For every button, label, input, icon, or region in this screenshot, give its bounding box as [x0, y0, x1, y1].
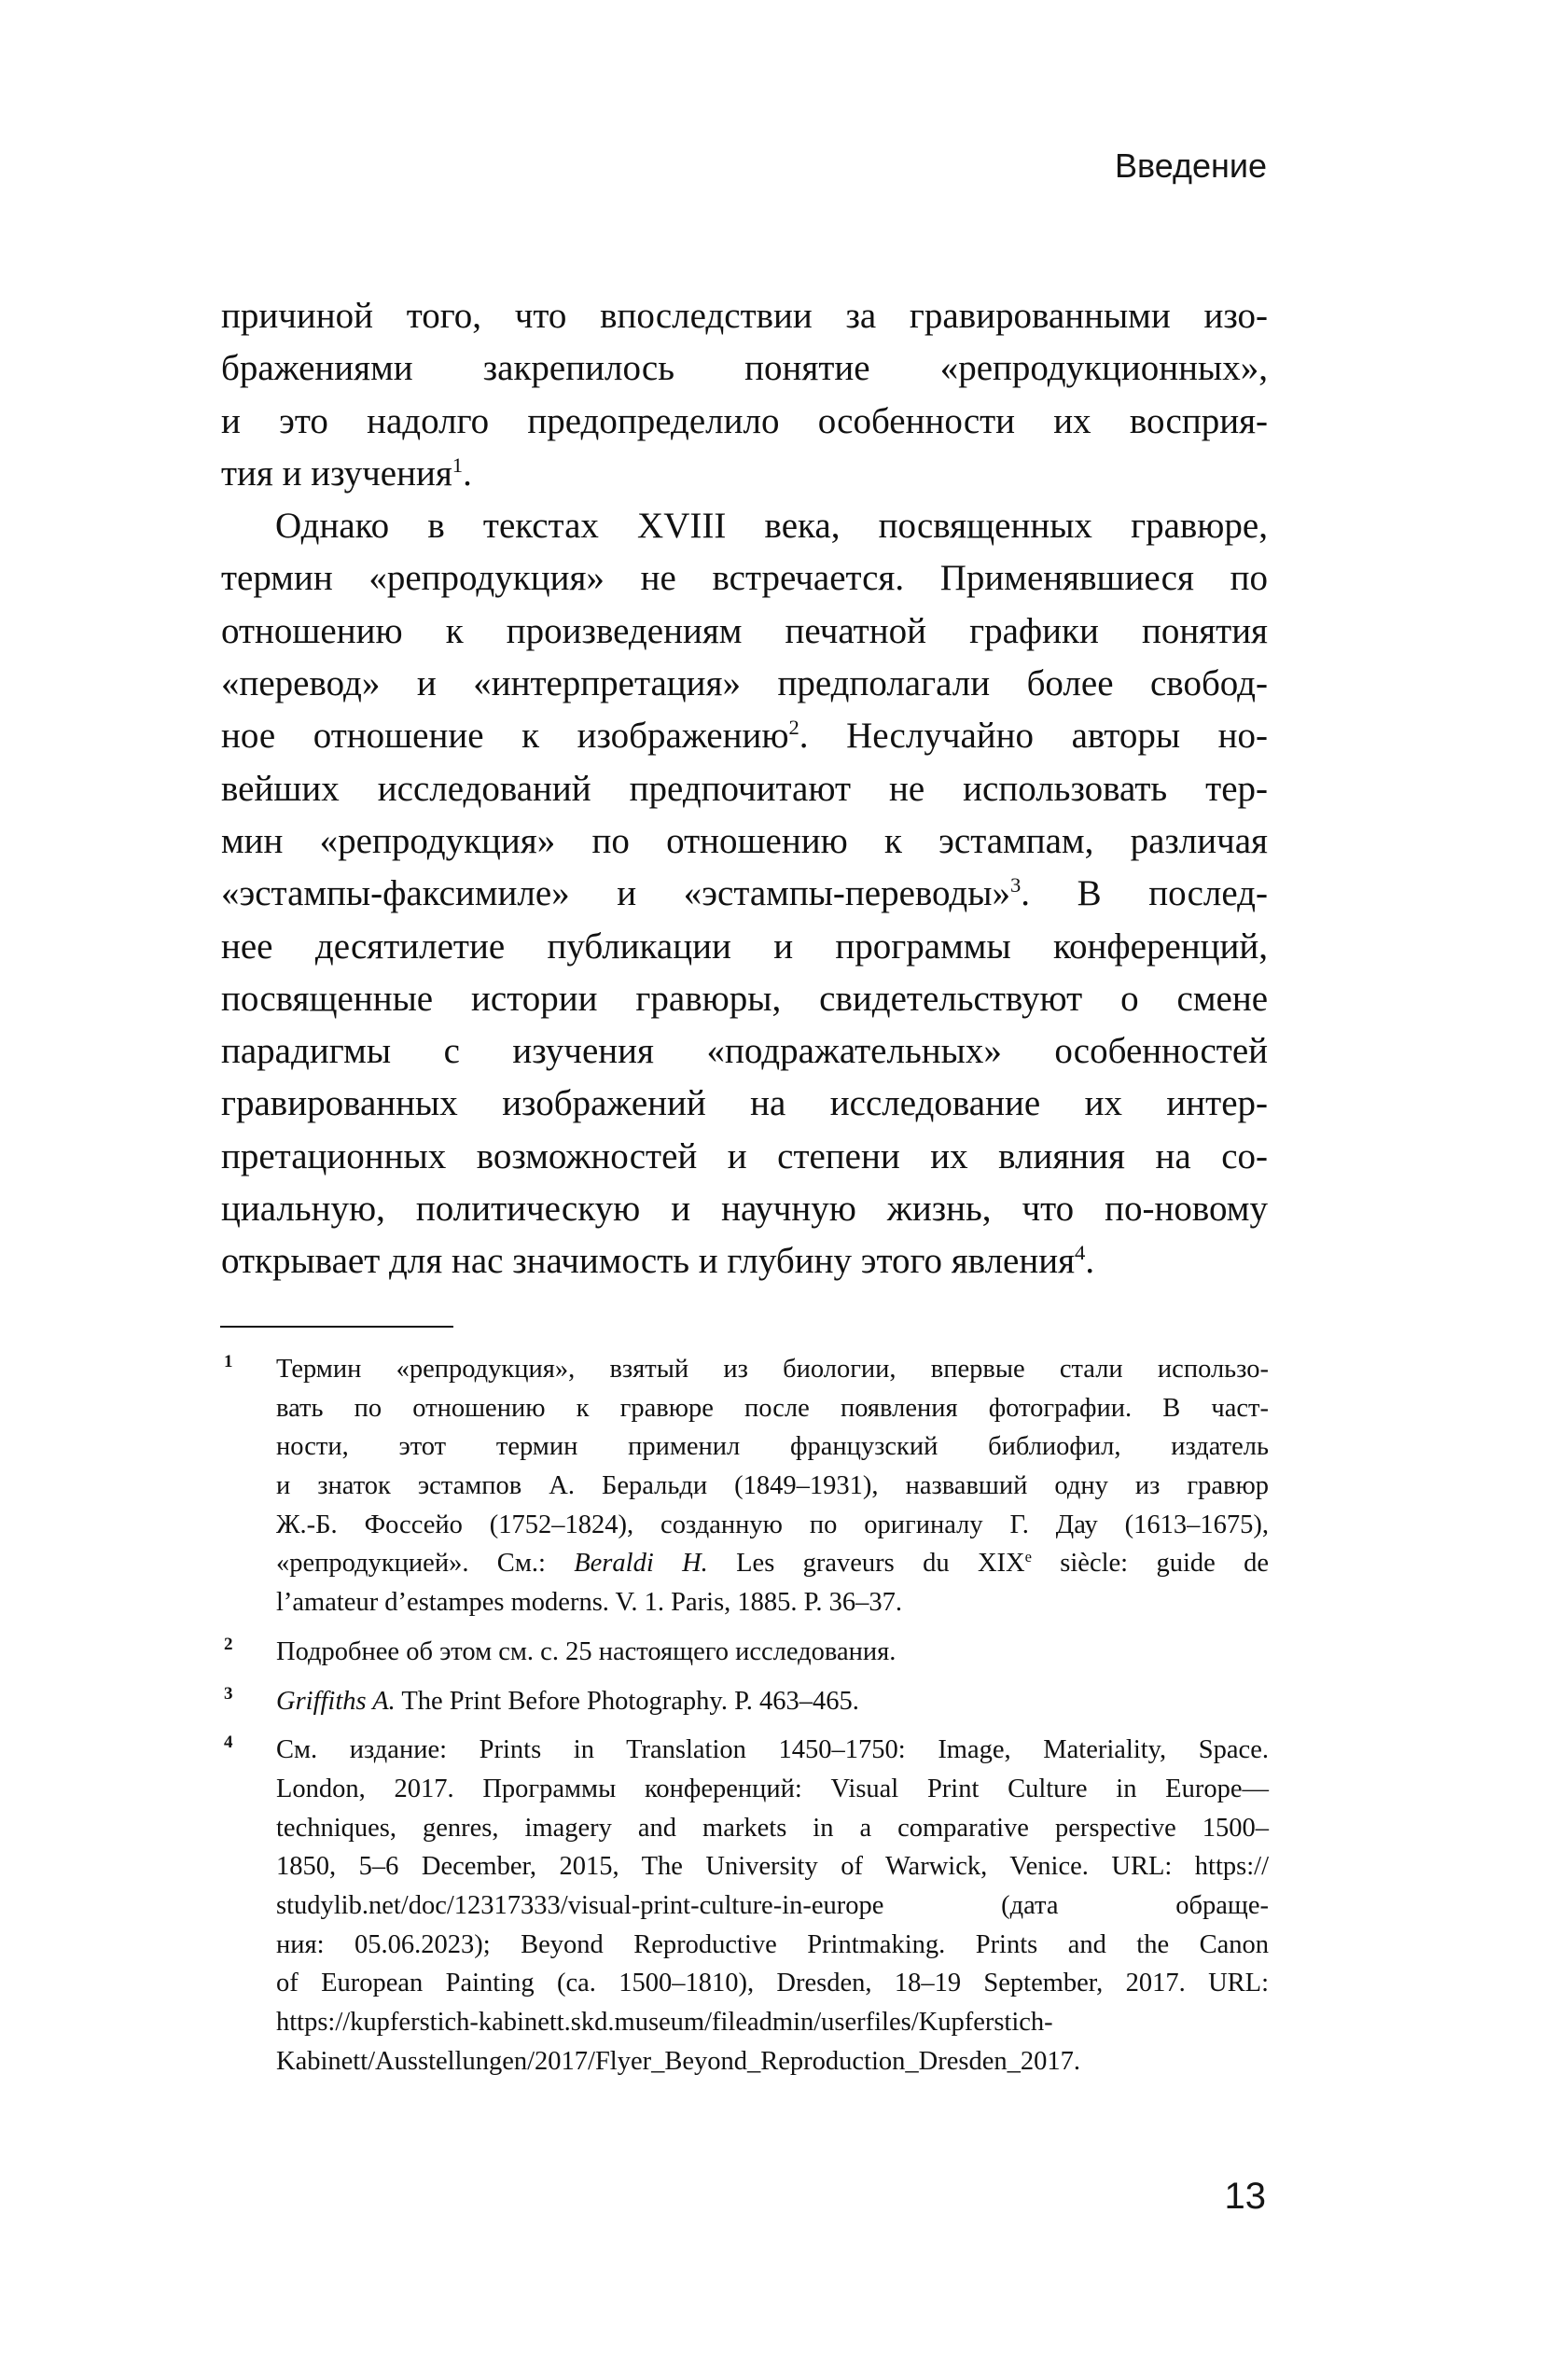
footnote-number: 1: [224, 1352, 233, 1371]
text-segment: London, 2017. Программы конференций: Visual Print Culture in Europe—: [276, 1774, 1269, 1803]
text-segment: Les graveurs du XIX: [707, 1549, 1025, 1579]
text-line: [276, 1544, 1269, 1583]
running-head: Введение: [1114, 146, 1267, 185]
text-segment: studylib.net/doc/12317333/visual-print-culture-in-europe (дата обраще-: [276, 1890, 1269, 1920]
text-segment: и знаток эстампов А. Беральди (1849–1931), назвавший одну из гравюр: [276, 1471, 1269, 1501]
footnote: [220, 1350, 1269, 1622]
text-line: [221, 448, 1268, 500]
footnote-number: 2: [224, 1634, 233, 1654]
text-segment: .: [463, 452, 472, 494]
text-line: [221, 973, 1268, 1025]
text-line: [221, 1078, 1268, 1130]
text-segment: посвященные истории гравюры, свидетельствуют о смене: [221, 978, 1268, 1019]
text-line: [276, 1389, 1269, 1428]
text-line: [221, 815, 1268, 868]
text-segment: мин «репродукция» по отношению к эстампам, различая: [221, 820, 1268, 861]
text-line: [221, 605, 1268, 658]
footnote: [220, 1633, 1269, 1672]
text-segment: ное отношение к изображению: [221, 716, 789, 757]
text-line: [221, 921, 1268, 973]
text-segment: нее десятилетие публикации и программы конференций,: [221, 926, 1268, 967]
text-line: [221, 500, 1268, 552]
italic-author: Griffiths A.: [276, 1686, 396, 1716]
text-line: [276, 1847, 1269, 1886]
text-segment: вейших исследований предпочитают не использовать тер-: [221, 768, 1268, 809]
text-segment: отношению к произведениям печатной графики понятия: [221, 610, 1268, 651]
text-line: [221, 763, 1268, 815]
footnote-reference: 4: [1075, 1241, 1086, 1265]
text-segment: бражениями закрепилось понятие «репродукционных»,: [221, 348, 1268, 389]
text-segment: Подробнее об этом см. с. 25 настоящего исследования.: [276, 1636, 897, 1666]
paragraph: [221, 500, 1268, 1287]
text-segment: претационных возможностей и степени их влияния на со-: [221, 1135, 1268, 1176]
text-line: [276, 1350, 1269, 1389]
text-line: [221, 1183, 1268, 1235]
text-line: [221, 396, 1268, 448]
text-line: [276, 1633, 1269, 1672]
text-segment: . В послед-: [1021, 873, 1268, 914]
text-line: [276, 1506, 1269, 1545]
text-segment: См. издание: Prints in Translation 1450–1750: Image, Materiality, Space.: [276, 1735, 1269, 1765]
text-line: [276, 1926, 1269, 1965]
footnote-reference: 3: [1009, 873, 1022, 898]
text-segment: «репродукцией». См.:: [276, 1549, 575, 1579]
text-segment: «перевод» и «интерпретация» предполагали более свобод-: [221, 663, 1268, 704]
text-segment: термин «репродукция» не встречается. Применявшиеся по: [221, 558, 1268, 599]
text-line: [221, 710, 1268, 762]
footnote: [220, 1682, 1269, 1721]
text-line: [276, 1731, 1269, 1770]
paragraph: [221, 290, 1268, 500]
page-number: 13: [1224, 2176, 1266, 2217]
text-segment: вать по отношению к гравюре после появления фотографии. В част-: [276, 1393, 1269, 1423]
text-segment: Термин «репродукция», взятый из биологии, впервые стали использо-: [276, 1355, 1269, 1384]
text-line: [221, 1131, 1268, 1183]
footnote-number: 3: [224, 1683, 233, 1704]
italic-author: Beraldi H.: [574, 1549, 708, 1579]
text-segment: of European Painting (ca. 1500–1810), Dresden, 18–19 September, 2017. URL:: [276, 1969, 1269, 1998]
text-line: [221, 658, 1268, 710]
text-segment: Ж.-Б. Фоссейо (1752–1824), созданную по оригиналу Г. Дау (1613–1675),: [276, 1510, 1269, 1539]
text-segment: причиной того, что впоследствии за гравированными изо-: [221, 296, 1268, 336]
footnote-separator: [220, 1326, 453, 1328]
text-segment: https://kupferstich-kabinett.skd.museum/fileadmin/userfiles/Kupferstich-: [276, 2008, 1053, 2037]
text-segment: ния: 05.06.2023); Beyond Reproductive Printmaking. Prints and the Canon: [276, 1929, 1269, 1959]
text-segment: «эстампы-факсимиле» и «эстампы-переводы»: [221, 873, 1010, 914]
footnote-reference: e: [1024, 1548, 1032, 1566]
text-segment: открывает для нас значимость и глубину этого явления: [221, 1241, 1076, 1282]
text-line: [276, 1682, 1269, 1721]
footnotes: [220, 1350, 1269, 2091]
text-segment: 1850, 5–6 December, 2015, The University of Warwick, Venice. URL: https://: [276, 1852, 1269, 1882]
text-line: [276, 2042, 1269, 2081]
text-line: [276, 1809, 1269, 1848]
text-segment: гравированных изображений на исследование их интер-: [221, 1083, 1268, 1124]
text-segment: Однако в текстах XVIII века, посвященных гравюре,: [275, 506, 1268, 547]
text-segment: l’amateur d’estampes moderns. V. 1. Paris, 1885. P. 36–37.: [276, 1588, 903, 1618]
text-segment: The Print Before Photography. P. 463–465.: [395, 1686, 859, 1716]
text-segment: siècle: guide de: [1031, 1549, 1270, 1579]
text-line: [276, 1427, 1269, 1467]
text-segment: .: [1085, 1241, 1095, 1282]
text-line: [221, 1025, 1268, 1078]
text-line: [221, 342, 1268, 395]
text-line: [221, 1235, 1268, 1287]
text-segment: ности, этот термин применил французский библиофил, издатель: [276, 1432, 1269, 1462]
text-segment: techniques, genres, imagery and markets in a comparative perspective 1500–: [276, 1813, 1269, 1843]
footnote: [220, 1731, 1269, 2081]
text-segment: и это надолго предопределило особенности их восприя-: [221, 400, 1268, 441]
text-line: [221, 868, 1268, 920]
text-segment: парадигмы с изучения «подражательных» особенностей: [221, 1031, 1268, 1072]
text-line: [276, 1770, 1269, 1809]
text-line: [276, 1964, 1269, 2003]
text-segment: циальную, политическую и научную жизнь, что по-новому: [221, 1189, 1268, 1230]
footnote-reference: 2: [788, 716, 799, 740]
footnote-number: 4: [224, 1733, 233, 1753]
text-segment: . Неслучайно авторы но-: [799, 716, 1268, 757]
text-line: [276, 1886, 1269, 1926]
main-text: [221, 290, 1268, 1288]
footnote-reference: 1: [452, 452, 464, 477]
text-segment: Kabinett/Ausstellungen/2017/Flyer_Beyond_Reproduction_Dresden_2017.: [276, 2046, 1080, 2076]
text-line: [276, 1583, 1269, 1622]
text-line: [221, 552, 1268, 605]
text-segment: тия и изучения: [221, 452, 452, 494]
text-line: [221, 290, 1268, 342]
text-line: [276, 1467, 1269, 1506]
text-line: [276, 2003, 1269, 2042]
